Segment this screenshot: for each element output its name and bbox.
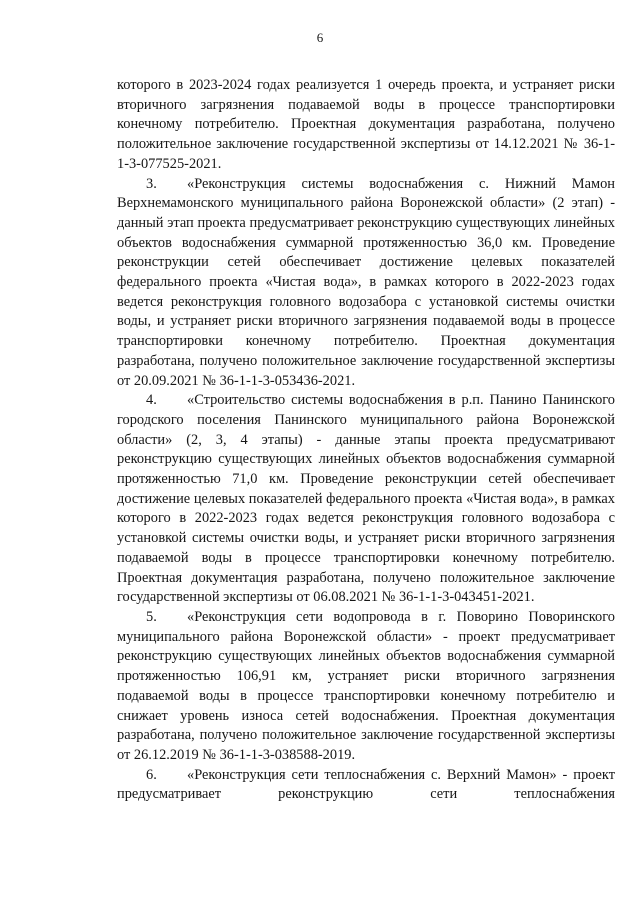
paragraph-text: «Реконструкция системы водоснабжения с. Нижний Мамон Верхнемамонского муниципального района Воронежской области» (2 этап) - данный этап проекта предусматривает реконструкцию существующих линейных объектов водоснабжения суммарной протяженностью 36,0 км. Проведение реконструкции сетей обеспечивает достижение целевых показателей федерального проекта «Чистая вода», в рамках которого в 2022-2023 годах ведется реконструкция головного водозабора с установкой системы очистки воды, и устраняет риски вторичного загрязнения подаваемой воды в процессе транспортировки конечному потребителю. Проектная документация разработана, получено положительное заключение государственной экспертизы от 20.09.2021 № 36-1-1-3-053436-2021. [117, 175, 615, 389]
paragraph-text: «Реконструкция сети теплоснабжения с. Верхний Мамон» - проект предусматривает реконструкцию сети теплоснабжения [117, 766, 615, 803]
paragraph-item-5 [117, 608, 615, 766]
paragraph-continuation [117, 76, 615, 175]
paragraph-text: «Строительство системы водоснабжения в р.п. Панино Панинского городского поселения Панинского муниципального района Воронежской области» (2, 3, 4 этапы) - данные этапы проекта предусматривают реконструкцию существующих линейных объектов водоснабжения суммарной протяженностью 71,0 км. Проведение реконструкции сетей обеспечивает достижение целевых показателей федерального проекта «Чистая вода», в рамках которого в 2022-2023 годах ведется реконструкция головного водозабора с установкой системы очистки воды, и устраняет риски вторичного загрязнения подаваемой воды в процессе транспортировки конечному потребителю. Проектная документация разработана, получено положительное заключение государственной экспертизы от 06.08.2021 № 36-1-1-3-043451-2021. [117, 392, 615, 606]
paragraph-item-4 [117, 391, 615, 608]
item-number: 6. [146, 766, 157, 783]
item-number: 5. [146, 608, 157, 625]
paragraph-item-6 [117, 766, 615, 805]
item-number: 3. [146, 175, 157, 192]
item-number: 4. [146, 392, 157, 409]
paragraph-item-3 [117, 175, 615, 392]
page-number: 6 [316, 30, 324, 45]
paragraph-text: которого в 2023-2024 годах реализуется 1 очередь проекта, и устраняет риски вторичного загрязнения подаваемой воды в процессе транспортировки конечному потребителю. Проектная документация разработана, получено положительное заключение государственной экспертизы от 14.12.2021 № 36-1-1-3-077525-2021. [117, 77, 615, 172]
document-body [117, 76, 615, 805]
paragraph-text: «Реконструкция сети водопровода в г. Поворино Поворинского муниципального района Воронежской области» - проект предусматривает реконструкцию существующих линейных объектов водоснабжения суммарной протяженностью 106,91 км, устраняет риски вторичного загрязнения подаваемой воды в процессе транспортировки конечному потребителю и снижает уровень износа сетей водоснабжения. Проектная документация разработана, получено положительное заключение государственной экспертизы от 26.12.2019 № 36-1-1-3-038588-2019. [117, 608, 615, 763]
